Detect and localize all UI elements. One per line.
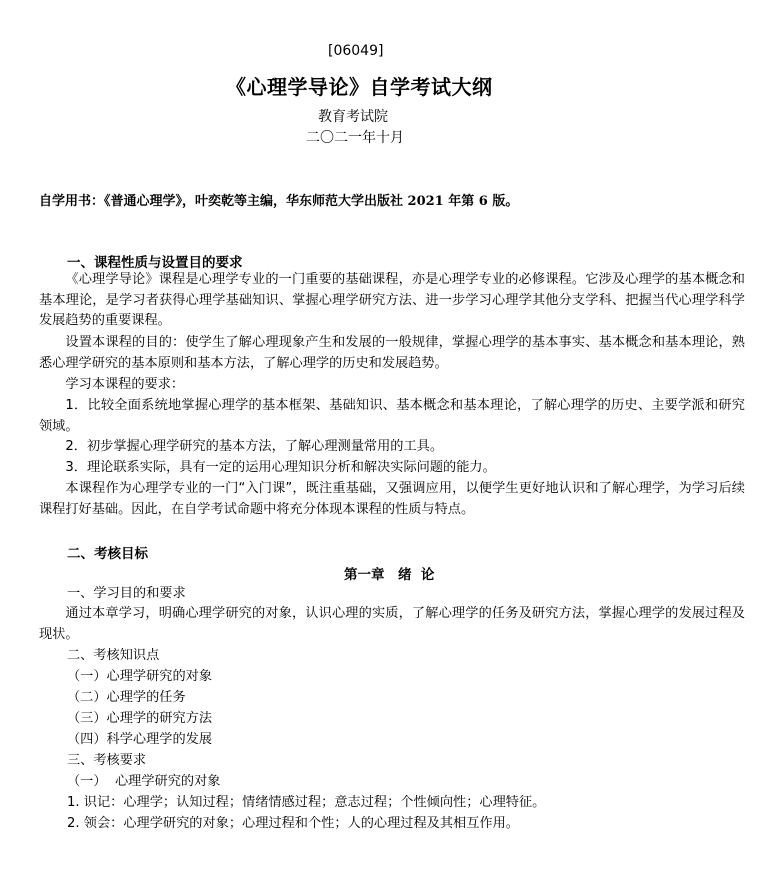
knowledge-point-1: （一）心理学研究的对象	[67, 669, 213, 684]
knowledge-point-2: （二）心理学的任务	[67, 690, 186, 705]
chapter-title: 第一章 绪 论	[344, 567, 435, 583]
assessment-understand: 2. 领会：心理学研究的对象；心理过程和个性；人的心理过程及其相互作用。	[67, 816, 519, 831]
knowledge-point-4: （四）科学心理学的发展	[67, 732, 213, 747]
requirement-item-1: 1．比较全面系统地掌握心理学的基本框架、基础知识、基本概念和基本理论，了解心理学的历史、主要学派和研究领域。	[39, 398, 745, 434]
subheading-assessment: 三、考核要求	[67, 753, 147, 768]
course-nature-paragraph: 《心理学导论》课程是心理学专业的一门重要的基础课程，亦是心理学专业的必修课程。它涉及心理学的基本概念和基本理论，是学习者获得心理学基础知识、掌握心理学研究方法、进一步学习心理学其他分支学科、把握当代心理学科学发展趋势的重要课程。	[39, 272, 745, 328]
knowledge-point-3: （三）心理学的研究方法	[67, 711, 213, 726]
subheading-knowledge-points: 二、考核知识点	[67, 648, 160, 663]
document-title: 《心理学导论》自学考试大纲	[226, 75, 493, 99]
course-purpose-paragraph: 设置本课程的目的：使学生了解心理现象产生和发展的一般规律，掌握心理学的基本事实、基本概念和基本理论，熟悉心理学研究的基本原则和基本方法，了解心理学的历史和发展趋势。	[39, 335, 745, 371]
issue-date: 二〇二一年十月	[306, 130, 404, 146]
requirement-item-2: 2．初步掌握心理学研究的基本方法，了解心理测量常用的工具。	[65, 439, 444, 454]
textbook-line: 自学用书：《普通心理学》，叶奕乾等主编，华东师范大学出版社 2021 年第 6 版。	[39, 194, 519, 209]
goals-paragraph: 通过本章学习，明确心理学研究的对象，认识心理的实质，了解心理学的任务及研究方法，掌握心理学的发展过程及现状。	[39, 606, 745, 642]
issuer: 教育考试院	[318, 109, 388, 125]
assessment-topic: （一） 心理学研究的对象	[67, 774, 221, 789]
section-heading-nature: 一、课程性质与设置目的要求	[67, 255, 243, 271]
requirement-item-3: 3．理论联系实际，具有一定的运用心理知识分析和解决实际问题的能力。	[65, 460, 496, 475]
section-heading-objectives: 二、考核目标	[67, 546, 148, 562]
course-summary-paragraph: 本课程作为心理学专业的一门“入门课”，既注重基础，又强调应用，以便学生更好地认识和了解心理学，为学习后续课程打好基础。因此，在自学考试命题中将充分体现本课程的性质与特点。	[39, 481, 745, 517]
assessment-memorize: 1. 识记：心理学；认知过程；情绪情感过程；意志过程；个性倾向性；心理特征。	[67, 795, 546, 810]
course-code: [06049]	[328, 43, 384, 59]
subheading-goals: 一、学习目的和要求	[67, 586, 186, 601]
requirements-intro: 学习本课程的要求：	[65, 377, 185, 392]
